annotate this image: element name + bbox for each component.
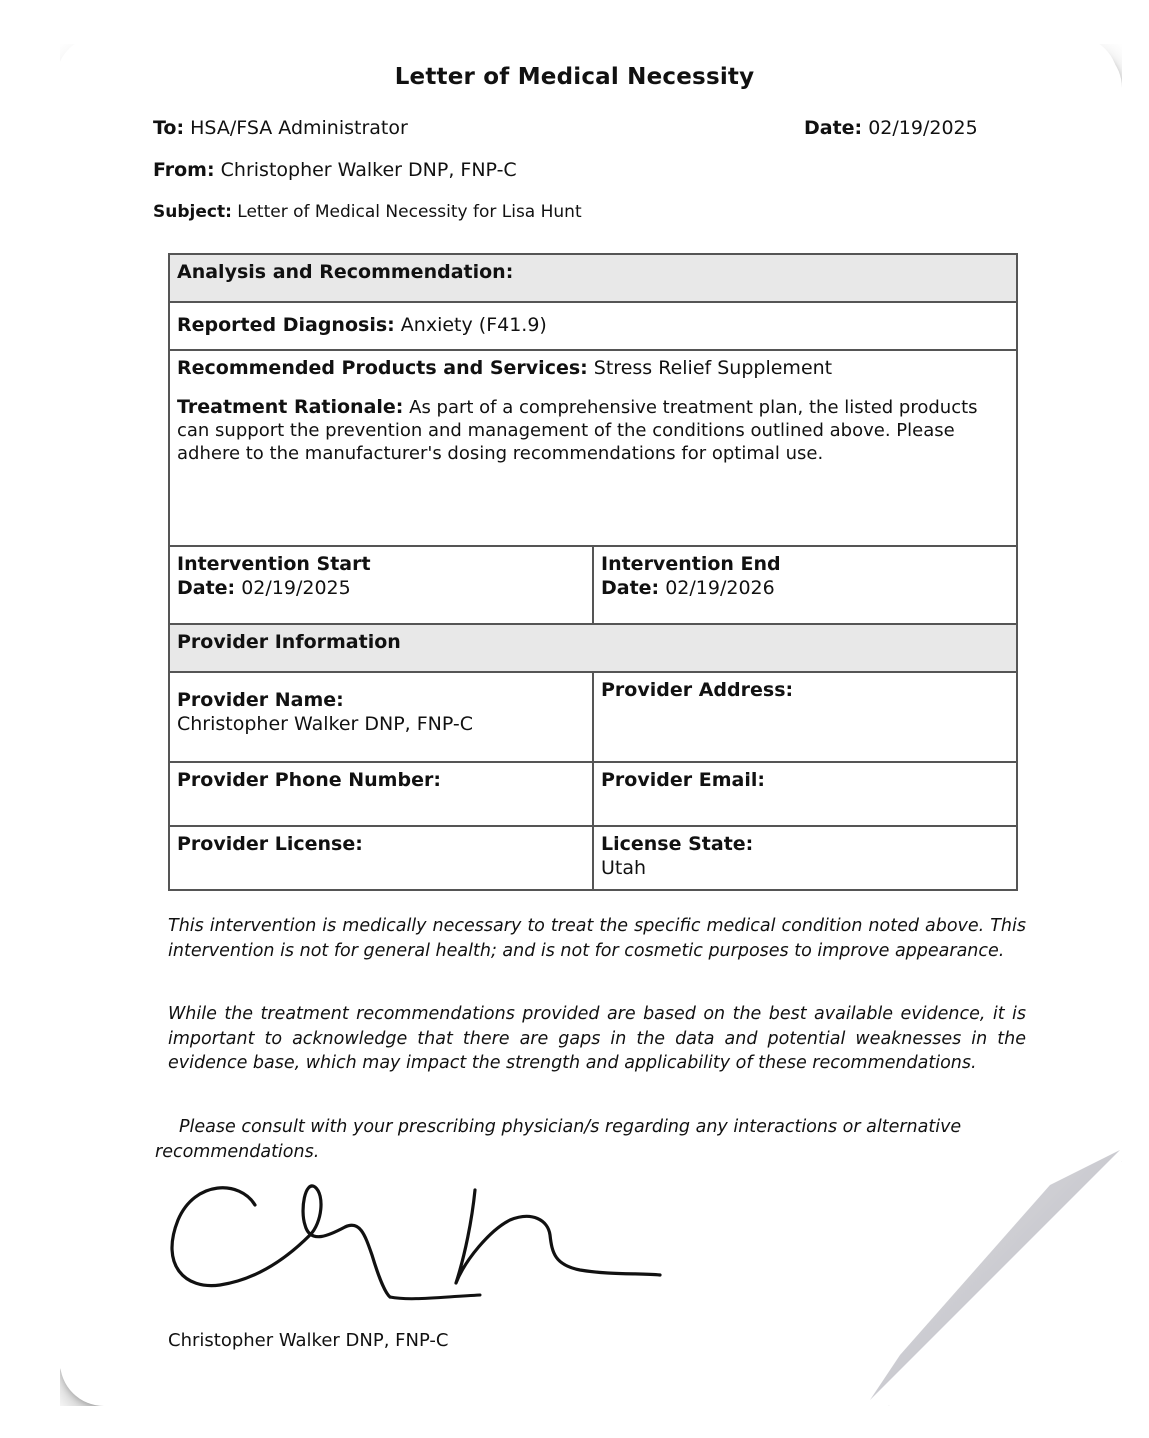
products-cell (169, 350, 1017, 546)
products-line (177, 357, 1009, 381)
rationale-value: As part of a comprehensive treatment plan, the listed products can support the prevention and management of the conditions outlined above. Please adhere to the manufacturer's dosing recommendations for optimal use. (177, 396, 978, 465)
disclaimer-consult: Please consult with your prescribing physician/s regarding any interactions or alternative recommendations. (155, 1117, 962, 1162)
provider-license-label: Provider License: (177, 833, 363, 855)
intervention-end-value: 02/19/2026 (665, 576, 775, 599)
analysis-heading: Analysis and Recommendation: (169, 254, 1017, 302)
intervention-start-date-label: Date: (177, 576, 236, 599)
to-label: To: (153, 117, 185, 139)
date-value: 02/19/2025 (868, 117, 978, 139)
subject-line (153, 202, 582, 222)
signature-graphic (160, 1175, 680, 1315)
from-value: Christopher Walker DNP, FNP-C (220, 159, 517, 181)
diagnosis-value: Anxiety (F41.9) (400, 314, 547, 337)
to-value: HSA/FSA Administrator (190, 117, 408, 139)
diagnosis-label: Reported Diagnosis: (177, 314, 395, 337)
from-label: From: (153, 159, 215, 181)
disclaimer-necessity: This intervention is medically necessary to treat the specific medical condition noted above. This intervention is not for general health; and is not for cosmetic purposes to improve appearance. (168, 916, 1026, 961)
provider-license-cell (169, 826, 593, 890)
date-label: Date: (804, 117, 863, 139)
disclaimer-evidence: While the treatment recommendations provided are based on the best available evidence, it is important to acknowledge that there are gaps in the data and potential weaknesses in the evidence base, which may impact the strength and applicability of these recommendations. (168, 1004, 1026, 1073)
license-state-cell (593, 826, 1017, 890)
intervention-end-label: Intervention End (601, 553, 781, 575)
products-value: Stress Relief Supplement (593, 357, 833, 379)
to-line (153, 117, 408, 139)
provider-phone-cell (169, 762, 593, 826)
intervention-start-cell (169, 546, 593, 624)
provider-name-value: Christopher Walker DNP, FNP-C (177, 712, 474, 735)
provider-phone-label: Provider Phone Number: (177, 769, 441, 791)
license-state-label: License State: (601, 833, 754, 855)
intervention-end-date-label: Date: (601, 576, 660, 599)
letter-title: Letter of Medical Necessity (394, 64, 755, 90)
products-label: Recommended Products and Services: (177, 357, 588, 379)
provider-email-cell (593, 762, 1017, 826)
provider-address-cell (593, 672, 1017, 762)
intervention-start-label: Intervention Start (177, 553, 371, 575)
diagnosis-cell (169, 302, 1017, 350)
subject-value: Letter of Medical Necessity for Lisa Hunt (237, 202, 582, 222)
subject-label: Subject: (153, 202, 232, 222)
rationale-label: Treatment Rationale: (177, 395, 404, 418)
provider-name-label: Provider Name: (177, 689, 344, 711)
license-state-value: Utah (601, 856, 647, 879)
intervention-start-value: 02/19/2025 (241, 576, 351, 599)
recommendation-table (168, 253, 1018, 891)
signature-name: Christopher Walker DNP, FNP-C (168, 1330, 449, 1351)
provider-heading: Provider Information (169, 624, 1017, 672)
date-line (804, 117, 978, 139)
provider-email-label: Provider Email: (601, 769, 765, 791)
provider-address-label: Provider Address: (601, 679, 794, 701)
intervention-end-cell (593, 546, 1017, 624)
provider-name-cell (169, 672, 593, 762)
rationale-paragraph (177, 395, 1009, 465)
from-line (153, 159, 517, 181)
